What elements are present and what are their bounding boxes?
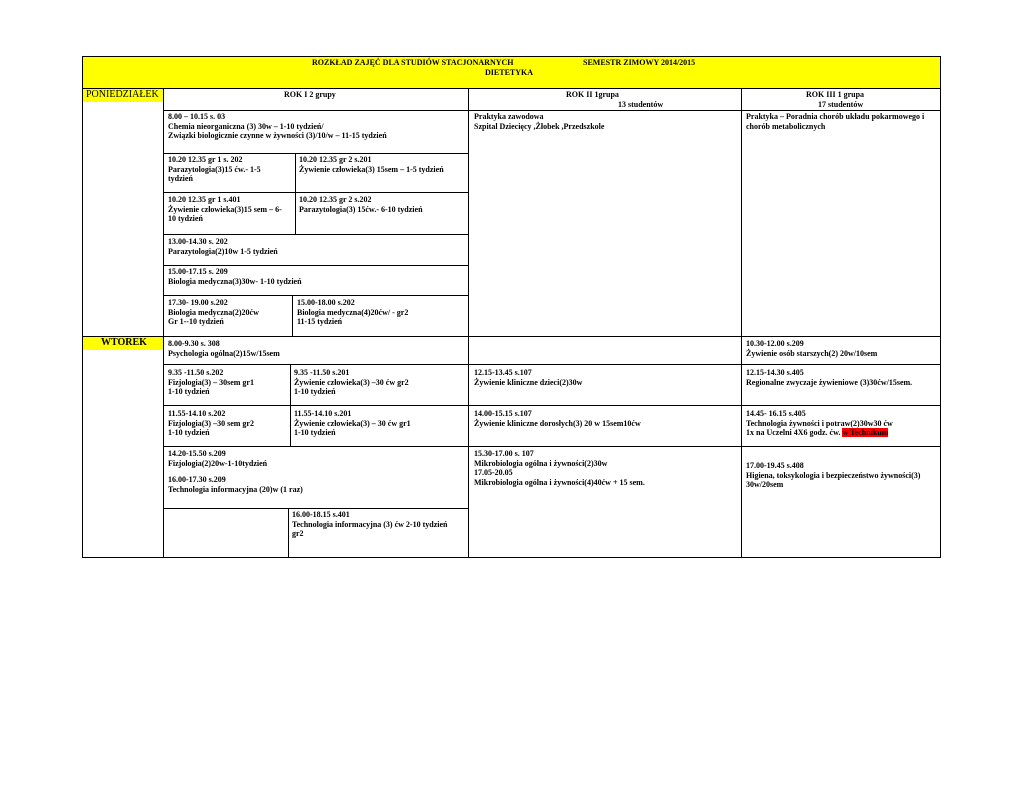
grid-line xyxy=(468,446,741,447)
class-line: Biologia medyczna(2)20ćw xyxy=(168,307,259,317)
class-line: 8.00-9.30 s. 308 xyxy=(168,339,220,348)
class-block xyxy=(168,112,387,141)
grid-line xyxy=(163,88,164,558)
class-line: 10.20 12.35 gr 1 s. 202 xyxy=(168,155,243,164)
class-line: Fizjologia(3) – 30sem gr1 xyxy=(168,377,254,387)
grid-line xyxy=(290,364,291,446)
grid-line xyxy=(163,192,468,193)
class-block xyxy=(474,112,604,131)
class-line: 10.20 12.35 gr 2 s.202 xyxy=(299,195,372,204)
year-header-rok1: ROK I 2 grupy xyxy=(284,90,336,99)
class-line: Fizjologia(3) –30 sem gr2 xyxy=(168,418,254,428)
grid-line xyxy=(82,56,941,57)
grid-line xyxy=(295,153,296,234)
grid-line xyxy=(163,295,468,296)
class-block xyxy=(168,298,259,327)
class-line: 1-10 tydzień xyxy=(294,387,336,396)
class-block xyxy=(168,409,254,438)
class-block xyxy=(746,112,924,131)
class-block xyxy=(746,339,877,358)
class-line: Żywienie osób starszych(2) 20w/10sem xyxy=(746,348,878,358)
class-line: 14.00-15.15 s.107 xyxy=(474,409,532,418)
grid-line xyxy=(940,56,941,558)
class-line: 1-10 tydzień xyxy=(168,387,210,396)
grid-line xyxy=(82,56,83,558)
grid-line xyxy=(163,405,468,406)
grid-line xyxy=(741,446,941,447)
class-line: Mikrobiologia ogólna i żywności(2)30w xyxy=(474,458,608,468)
schedule-title: ROZKŁAD ZAJĘĆ DLA STUDIÓW STACJONARNYCH xyxy=(312,58,514,67)
class-line: 8.00 – 10.15 s. 03 xyxy=(168,112,226,121)
class-line: Parazytologia(3) 15ćw.- 6-10 tydzień xyxy=(299,204,423,214)
highlight-note: w Technikum xyxy=(842,428,889,437)
class-line: 10 tydzień xyxy=(168,214,203,223)
class-block xyxy=(168,339,280,358)
year-header-rok3: ROK III 1 grupa xyxy=(806,90,865,99)
class-line: 10.20 12.35 gr 2 s.201 xyxy=(299,155,372,164)
class-line: Żywienie kliniczne dorosłych(3) 20 w 15sem10ćw xyxy=(474,418,641,428)
class-line: tydzień xyxy=(168,174,193,183)
day-label-monday: PONIEDZIAŁEK xyxy=(86,89,159,100)
class-block xyxy=(168,267,302,286)
class-line: Biologia medyczna(3)30w- 1-10 tydzień xyxy=(168,276,302,286)
class-line: Parazytologia(3)15 ćw.- 1-5 xyxy=(168,164,261,174)
class-block xyxy=(294,368,409,397)
grid-line xyxy=(163,153,468,154)
grid-line xyxy=(163,265,468,266)
class-line: Parazytologia(2)10w 1-5 tydzień xyxy=(168,246,278,256)
class-line: Fizjologia(2)20w-1-10tydzień xyxy=(168,458,268,468)
class-line: 13.00-14.30 s. 202 xyxy=(168,237,228,246)
class-line: Żywienie człowieka(3) – 30 ćw gr1 xyxy=(294,418,411,428)
grid-line xyxy=(468,405,741,406)
grid-line xyxy=(741,364,941,365)
class-block xyxy=(168,155,261,184)
class-line: Mikrobiologia ogólna i żywności(4)40ćw + 15 sem. xyxy=(474,477,645,487)
class-line: 10.20 12.35 gr 1 s.401 xyxy=(168,195,241,204)
class-line: 14.20-15.50 s.209 xyxy=(168,449,226,458)
class-line: 12.15-14.30 s.405 xyxy=(746,368,804,377)
class-block xyxy=(168,449,267,468)
class-line: 30w/20sem xyxy=(746,480,784,489)
class-line: Żywienie człowieka(3)15 sem – 6- xyxy=(168,204,282,214)
class-line: Regionalne zwyczaje żywieniowe (3)30ćw/15sem. xyxy=(746,377,913,387)
class-line: 14.45- 16.15 s.405 xyxy=(746,409,806,418)
class-line: chorób metabolicznych xyxy=(746,121,826,131)
class-block xyxy=(168,195,282,224)
class-line: Praktyka – Poradnia chorób układu pokarmowego i xyxy=(746,112,925,121)
class-block xyxy=(168,475,303,494)
class-line: Związki biologicznie czynne w żywności (3)/10/w – 11-15 tydzień xyxy=(168,131,387,140)
grid-line xyxy=(82,88,941,89)
class-line: Praktyka zawodowa xyxy=(474,112,544,121)
class-line: Biologia medyczna(4)20ćw/ - gr2 xyxy=(297,307,409,317)
grid-line xyxy=(163,110,941,111)
class-line: 15.00-18.00 s.202 xyxy=(297,298,355,307)
year-header-rok2-count: 13 studentów xyxy=(618,100,664,109)
grid-line xyxy=(741,405,941,406)
class-line: 11-15 tydzień xyxy=(297,317,343,326)
grid-line xyxy=(292,295,293,336)
class-block xyxy=(299,155,444,174)
class-block xyxy=(474,409,641,428)
class-line: 9.35 -11.50 s.202 xyxy=(168,368,224,377)
class-line: Technologia informacyjna (3) ćw 2-10 tydzień xyxy=(292,519,448,529)
class-line: 17.00-19.45 s.408 xyxy=(746,461,804,470)
class-line: Żywienie człowieka(3) 15sem – 1-5 tydzień xyxy=(299,164,444,174)
class-line: Szpital Dziecięcy ,Żłobek ,Przedszkole xyxy=(474,121,605,131)
class-line: 17.05-20.05 xyxy=(474,468,513,477)
class-line: Gr 1--10 tydzień xyxy=(168,317,224,326)
class-line: 10.30-12.00 s.209 xyxy=(746,339,804,348)
grid-line xyxy=(741,88,742,558)
class-line: Technologia informacyjna (20)w (1 raz) xyxy=(168,484,303,494)
class-block xyxy=(168,237,278,256)
program-name: DIETETYKA xyxy=(485,68,534,77)
class-block xyxy=(474,449,645,487)
class-line xyxy=(746,428,893,438)
semester-label: SEMESTR ZIMOWY 2014/2015 xyxy=(583,58,696,67)
class-line: gr2 xyxy=(292,529,304,538)
class-line: 15.30-17.00 s. 107 xyxy=(474,449,534,458)
class-line: 15.00-17.15 s. 209 xyxy=(168,267,228,276)
class-line: 16.00-17.30 s.209 xyxy=(168,475,226,484)
grid-line xyxy=(163,364,468,365)
grid-line xyxy=(468,88,469,558)
grid-line xyxy=(468,364,741,365)
grid-line xyxy=(82,557,941,558)
grid-line xyxy=(163,446,468,447)
class-line: Psychologia ogólna(2)15w/15sem xyxy=(168,348,280,358)
class-block xyxy=(168,368,254,397)
class-line: 11.55-14.10 s.202 xyxy=(168,409,226,418)
grid-line xyxy=(82,336,941,337)
class-line: 1-10 tydzień xyxy=(294,428,336,437)
year-header-rok2: ROK II 1grupa xyxy=(566,90,619,99)
class-block xyxy=(474,368,582,387)
class-line: Żywienie kliniczne dzieci(2)30w xyxy=(474,377,583,387)
class-line: 1-10 tydzień xyxy=(168,428,210,437)
class-block xyxy=(297,298,408,327)
class-line: 17.30- 19.00 s.202 xyxy=(168,298,228,307)
class-block xyxy=(299,195,423,214)
year-header-rok3-count: 17 studentów xyxy=(818,100,864,109)
class-line: Żywienie człowieka(3) –30 ćw gr2 xyxy=(294,377,409,387)
grid-line xyxy=(163,508,468,509)
class-line: 9.35 -11.50 s.201 xyxy=(294,368,350,377)
class-note: 1x na Uczelni 4X6 godz. ćw. xyxy=(746,428,841,437)
class-block xyxy=(294,409,411,438)
class-block xyxy=(746,461,920,490)
class-block xyxy=(746,368,912,387)
class-block xyxy=(746,409,893,438)
grid-line xyxy=(288,508,289,558)
class-line: 16.00-18.15 s.401 xyxy=(292,510,350,519)
class-block xyxy=(292,510,447,539)
grid-line xyxy=(163,234,468,235)
class-line: Technologia żywności i potraw(2)30w30 ćw xyxy=(746,418,893,428)
class-line: 12.15-13.45 s.107 xyxy=(474,368,532,377)
class-line: Chemia nieorganiczna (3) 30w – 1-10 tydzień/ xyxy=(168,121,324,131)
day-label-tuesday: WTOREK xyxy=(101,337,147,348)
class-line: 11.55-14.10 s.201 xyxy=(294,409,352,418)
class-line: Higiena, toksykologia i bezpieczeństwo żywności(3) xyxy=(746,470,921,480)
